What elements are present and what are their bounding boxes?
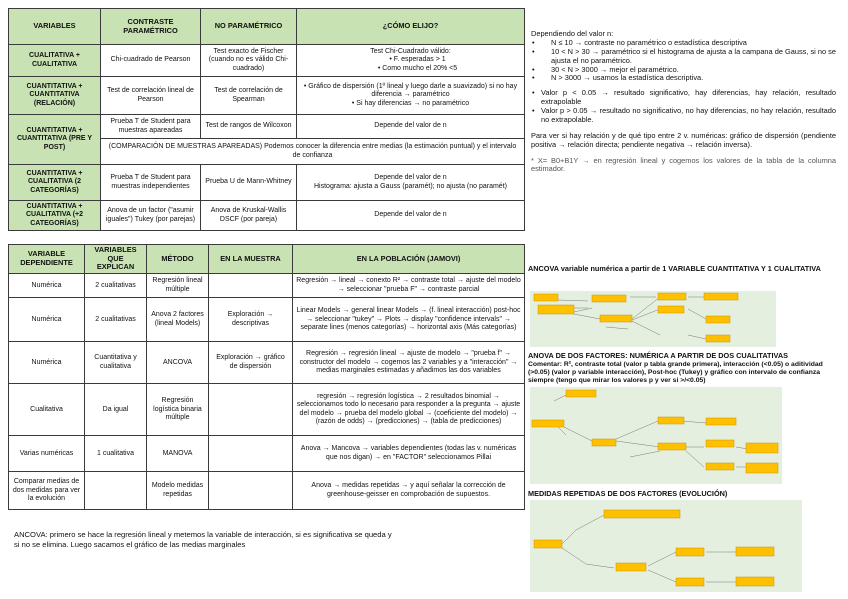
ancova-note: ANCOVA: primero se hace la regresión lineal y metemos la variable de interacción, si es significativa se queda y si no se elimina. Luego sacamos el gráfico de las medias marginales: [14, 530, 392, 550]
diagram-node: [658, 293, 686, 300]
cell-explain: Da igual: [85, 384, 147, 436]
p-item: • Valor p < 0.05 → resultado significativo, hay diferencias, hay relación, resultado extrapolable: [531, 89, 836, 107]
row-nonparametric: Anova de Kruskal-Wallis DSCF (por pareja): [201, 201, 297, 231]
relation-note: Para ver si hay relación y de qué tipo entre 2 v. numéricas: gráfico de dispersión (pendiente positiva → relación directa; pendiente negativa → relación inversa).: [531, 130, 836, 149]
row-how-choose: [297, 77, 525, 115]
repeated-measures-flow-diagram: [530, 500, 802, 592]
n-list: [531, 39, 836, 83]
diagram-node: [592, 295, 626, 302]
cell-explain: [85, 472, 147, 510]
cell-explain: 2 cualitativas: [85, 298, 147, 342]
diagram-node: [532, 420, 564, 427]
diagram-node: [658, 417, 684, 424]
row-parametric: Prueba T de Student para muestras independientes: [101, 165, 201, 201]
ancova-flow-diagram: [530, 291, 776, 347]
row-how-choose: [297, 165, 525, 201]
cell-sample: Exploración → gráfico de dispersión: [209, 342, 293, 384]
cell-population: Anova → Mancova → variables dependientes (todas las v. numéricas que nos digan) → en "FACTOR" seleccionamos Pillai: [293, 436, 525, 472]
row-nonparametric: Test de rangos de Wilcoxon: [201, 115, 297, 139]
cell-dependent: Numérica: [9, 298, 85, 342]
row-variables: CUALITATIVA + CUALITATIVA: [9, 45, 101, 77]
row-nonparametric: Test de correlación de Spearman: [201, 77, 297, 115]
diagram-node: [676, 578, 704, 586]
diagram-node: [658, 306, 684, 313]
row-nonparametric: Test exacto de Fischer (cuando no es válido Chi-cuadrado): [201, 45, 297, 77]
chi-condition: • F. esperadas > 1: [389, 56, 446, 64]
anova2-diagram-title: ANOVA DE DOS FACTORES: NUMÉRICA A PARTIR DE DOS CUALITATIVAS: [528, 351, 788, 360]
cell-explain: 2 cualitativas: [85, 274, 147, 298]
row-variables: CUANTITATIVA + CUANTITATIVA (PRE Y POST): [9, 115, 101, 165]
diagram-node: [704, 293, 738, 300]
p-list: [531, 89, 836, 125]
diagram-node: [676, 548, 704, 556]
chi-condition: • Como mucho el 20% <5: [377, 64, 458, 72]
n-item: • 30 < N > 3000 → mejor el paramétrico.: [531, 66, 836, 75]
cell-population: Regresión → regresión lineal → ajuste de modelo → "prueba f" → constructor del modelo → cogemos las 2 variables y a "interacción" → medias marginales estimadas y añadimos las dos variables: [293, 342, 525, 384]
cell-method: Regresión lineal múltiple: [147, 274, 209, 298]
diagram-node: [736, 547, 774, 556]
diagram-node: [534, 294, 558, 301]
n-title: Dependiendo del valor n:: [531, 29, 614, 38]
diagram-node: [706, 418, 736, 425]
dispersion-rule-text: Si hay diferencias → no paramétrico: [356, 99, 470, 107]
chi-condition-text: Como mucho el 20% <5: [382, 64, 458, 72]
row-variables: CUANTITATIVA + CUALITATIVA (+2 CATEGORÍAS): [9, 201, 101, 231]
row-parametric: Anova de un factor ("asumir iguales") Tukey (por parejas): [101, 201, 201, 231]
notes-panel: [531, 30, 836, 179]
header-parametric: CONTRASTE PARAMÉTRICO: [101, 9, 201, 45]
header-variables: VARIABLES: [9, 9, 101, 45]
cell-dependent: Comparar medias de dos medidas para ver la evolución: [9, 472, 85, 510]
row-how-choose: [297, 45, 525, 77]
n-item: • 10 < N > 30 → paramétrico si el histograma de ajusta a la campana de Gauss, si no se ajusta el no paramétrico.: [531, 48, 836, 66]
diagram-node: [706, 463, 734, 470]
diagram-node: [566, 390, 596, 397]
header-explain: VARIABLES QUE EXPLICAN: [85, 245, 147, 274]
cell-sample: [209, 472, 293, 510]
diagram-node: [604, 510, 680, 518]
dispersion-rule: • Si hay diferencias → no paramétrico: [351, 99, 470, 107]
header-nonparametric: NO PARAMÉTRICO: [201, 9, 297, 45]
header-method: MÉTODO: [147, 245, 209, 274]
dispersion-rule: • Gráfico de dispersión (1º lineal y luego darle a suavizado) si no hay diferencia → paramétrico: [303, 83, 518, 99]
cell-dependent: Numérica: [9, 342, 85, 384]
repeated-diagram-title: MEDIDAS REPETIDAS DE DOS FACTORES (EVOLUCIÓN): [528, 489, 728, 498]
header-population: EN LA POBLACIÓN (JAMOVI): [293, 245, 525, 274]
cell-population: Regresión → lineal → conexto R² → contraste total → ajuste del modelo → seleccionar "prueba F" → contraste parcial: [293, 274, 525, 298]
diagram-node: [706, 316, 730, 323]
header-sample: EN LA MUESTRA: [209, 245, 293, 274]
cell-dependent: Cualitativa: [9, 384, 85, 436]
cell-dependent: Varias numéricas: [9, 436, 85, 472]
diagram-node: [600, 315, 632, 322]
diagram-node: [706, 335, 730, 342]
n-item: • N > 3000 → usamos la estadística descriptiva.: [531, 74, 836, 83]
row-how-choose: Depende del valor de n: [297, 115, 525, 139]
header-dependent: VARIABLE DEPENDIENTE: [9, 245, 85, 274]
p-item: • Valor p > 0.05 → resultado no significativo, no hay diferencias, no hay relación, resultado no extrapolable.: [531, 107, 836, 125]
contrasts-table: [8, 8, 525, 231]
chi-condition-text: F. esperadas > 1: [393, 56, 446, 64]
cell-method: Modelo medidas repetidas: [147, 472, 209, 510]
cell-population: Anova → medidas repetidas → y aquí señalar la corrección de greenhouse-geisser en comprobación de supuestos.: [293, 472, 525, 510]
cell-population: Linear Models → general linear Models → (f. lineal interacción) post-hoc → seleccionar "tukey" → Plots → display "confidence intervals" → separate lines (menos categorías) → horizontal axis (Más categorías): [293, 298, 525, 342]
ancova-diagram-title: ANCOVA variable numérica a partir de 1 VARIABLE CUANTITATIVA Y 1 CUALITATIVA: [528, 264, 821, 273]
cell-method: Regresión logística binaria múltiple: [147, 384, 209, 436]
header-how-choose: ¿CÓMO ELIJO?: [297, 9, 525, 45]
cell-method: Anova 2 factores (lineal Models): [147, 298, 209, 342]
row-nonparametric: Prueba U de Mann-Whitney: [201, 165, 297, 201]
diagram-node: [616, 563, 646, 571]
chi-valid-title: Test Chi-Cuadrado válido:: [370, 48, 451, 56]
diagram-node: [706, 440, 734, 447]
row-parametric: Prueba T de Student para muestras apareadas: [101, 115, 201, 139]
row-how-choose: Depende del valor de n: [297, 201, 525, 231]
paired-samples-note: (COMPARACIÓN DE MUESTRAS APAREADAS) Podemos conocer la diferencia entre medias (la estimación puntual) y el intervalo de confianza: [101, 139, 525, 165]
row-variables: CUANTITATIVA + CUANTITATIVA (RELACIÓN): [9, 77, 101, 115]
methods-table: [8, 244, 525, 510]
formula-note: * X= B0+B1Y → en regresión lineal y cogemos los valores de la tabla de la columna estimador.: [531, 155, 836, 174]
anova2-comment: Comentar: R², contraste total (valor p tabla grande primera), interacción (<0.05) o aditividad (>0.05) (valor p variable interacción), Post-hoc (Tukey) y gráfico con intervalo de confianza siempre (tengo que mirar los valores p y ver si >/<0.05): [528, 361, 823, 385]
cell-sample: [209, 384, 293, 436]
cell-method: ANCOVA: [147, 342, 209, 384]
anova2-flow-diagram: [530, 387, 782, 484]
diagram-node: [538, 305, 574, 314]
cell-explain: 1 cualitativa: [85, 436, 147, 472]
diagram-node: [592, 439, 616, 446]
cell-sample: [209, 274, 293, 298]
cell-method: MANOVA: [147, 436, 209, 472]
n-item: • N ≤ 10 → contraste no paramétrico o estadística descriptiva: [531, 39, 836, 48]
cell-dependent: Numérica: [9, 274, 85, 298]
diagram-node: [746, 463, 778, 473]
cell-sample: Exploración → descriptivas: [209, 298, 293, 342]
row-variables: CUANTITATIVA + CUALITATIVA (2 CATEGORÍAS): [9, 165, 101, 201]
diagram-node: [658, 443, 686, 450]
diagram-node: [746, 443, 778, 453]
cell-explain: Cuantitativa y cualitativa: [85, 342, 147, 384]
row-parametric: Chi-cuadrado de Pearson: [101, 45, 201, 77]
diagram-node: [534, 540, 562, 548]
cell-sample: [209, 436, 293, 472]
dispersion-rule-text: Gráfico de dispersión (1º lineal y luego darle a suavizado) si no hay diferencia → paramétrico: [308, 83, 518, 99]
row-parametric: Test de correlación lineal de Pearson: [101, 77, 201, 115]
cell-population: regresión → regresión logística → 2 resultados binomial → seleccionamos todo lo necesario para responder a la pregunta → ajuste del modelo → prueba del modelo global → (coeficiente del modelo) → (razón de odds) → (predicciones) → (tabla de predicciones): [293, 384, 525, 436]
how-choose-line: Depende del valor de n: [374, 174, 447, 182]
diagram-node: [736, 577, 774, 586]
how-choose-line: Histograma: ajusta a Gauss (paramét); no ajusta (no paramét): [314, 182, 507, 190]
